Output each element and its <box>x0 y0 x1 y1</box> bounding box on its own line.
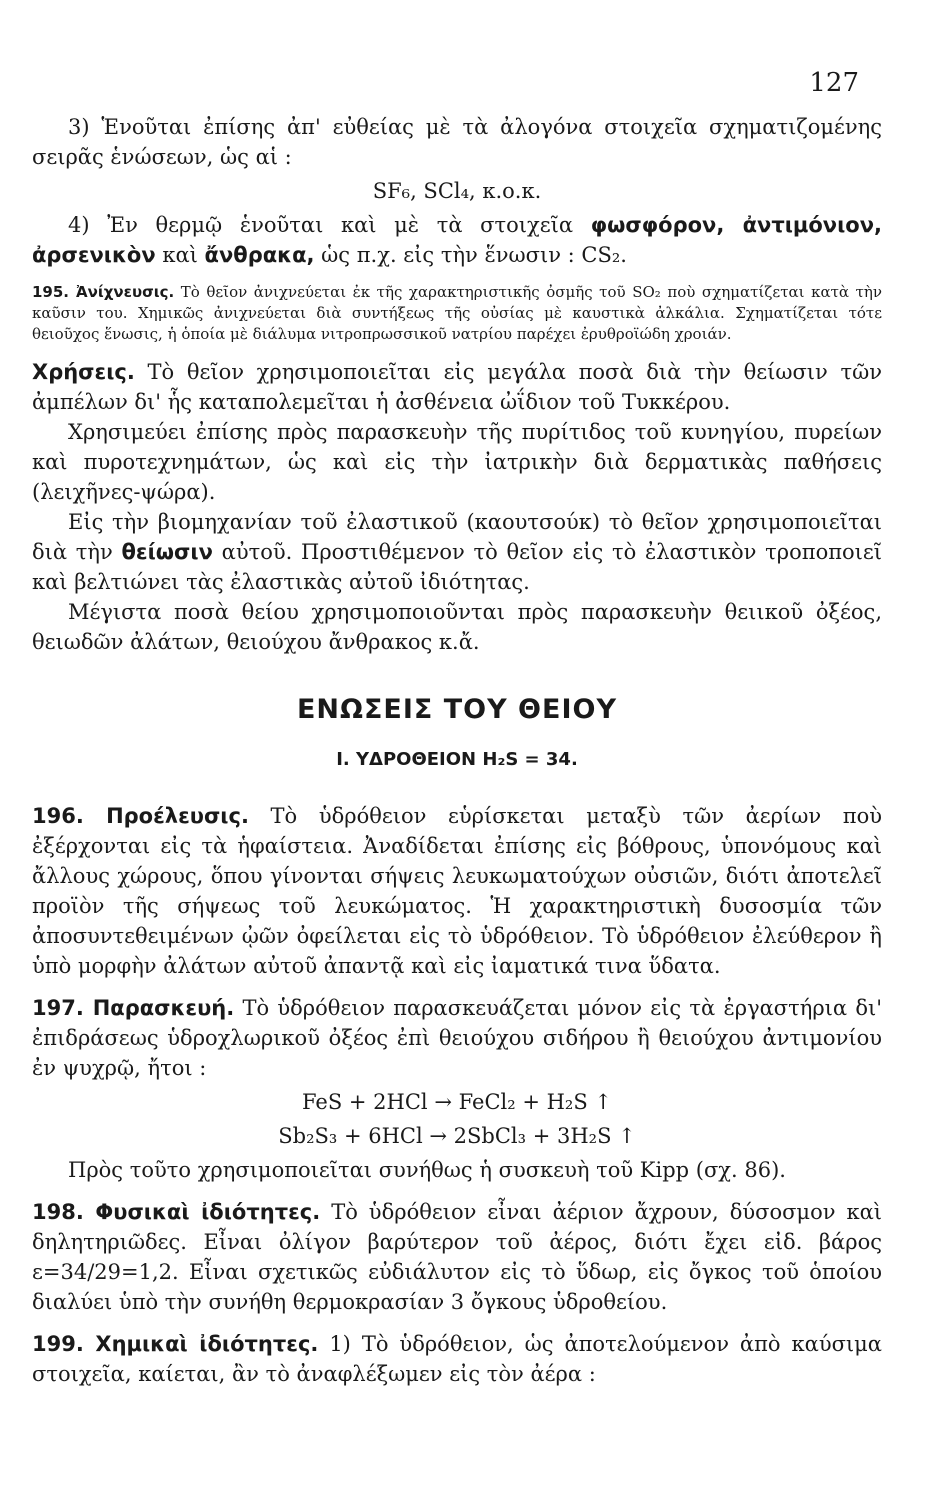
term-elements: φωσφόρον, ἀντιμόνιον, ἀρσενικὸν <box>32 213 882 267</box>
term-carbon: ἄνθρακα, <box>204 243 315 267</box>
formula-halides: SF₆, SCl₄, κ.ο.κ. <box>372 179 542 203</box>
section-196-text: Τὸ ὑδρόθειον εὑρίσκεται μεταξὺ τῶν ἀερίων ποὺ ἐξέρχονται εἰς τὰ ἡφαίστεια. Ἀναδίδεται ἐπίσης εἰς βόθρους, ὑπονόμους καὶ ἄλλους χώρους, ὅπου γίνονται σήψεις λευκωματούχων οὐσιῶν, διότι ἀποτελεῖ προϊὸν τῆς σήψεως τοῦ λευκώματος. Ἡ χαρακτηριστικὴ δυσοσμία τῶν ἀποσυντεθειμένων ᾠῶν ὀφείλεται εἰς τὸ ὑδρόθειον. Τὸ ὑδρόθειον ἐλεύθερον ἢ ὑπὸ μορφὴν ἀλάτων αὐτοῦ ἀπαντᾷ καὶ εἰς ἰαματικά τινα ὕδατα. <box>32 804 882 978</box>
uses-paragraph-4: Μέγιστα ποσὰ θείου χρησιμοποιοῦνται πρὸς παρασκευὴν θειικοῦ ὀξέος, θειωδῶν ἀλάτων, θειούχου ἄνθρακος κ.ἄ. <box>32 600 882 654</box>
paragraph-phosphorus <box>32 210 882 270</box>
equation-fes: FeS + 2HCl → FeCl₂ + H₂S ↑ <box>302 1090 612 1114</box>
page-number: 127 <box>809 68 859 98</box>
paragraph-halogens: 3) Ἑνοῦται ἐπίσης ἀπ' εὐθείας μὲ τὰ ἀλογόνα στοιχεῖα σχηματιζομένης σειρᾶς ἑνώσεων, ὡς αἱ : <box>32 115 882 169</box>
text: Εἰς τὴν βιομηχανίαν τοῦ ἐλαστικοῦ (καουτσούκ) τὸ θεῖον χρησιμοποιεῖται διὰ τὴν <box>32 510 882 564</box>
section-195-heading: 195. Ἀνίχνευσις. <box>32 283 175 301</box>
section-198-text: Τὸ ὑδρόθειον εἶναι ἀέριον ἄχρουν, δύσοσμον καὶ δηλητηριῶδες. Εἶναι ὀλίγον βαρύτερον τοῦ ἀέρος, διότι ἔχει εἰδ. βάρος ε=34/29=1,2. Εἶναι σχετικῶς εὐδιάλυτον εἰς τὸ ὕδωρ, εἰς ὄγκος τοῦ ὁποίου διαλύει ὑπὸ τὴν συνήθη θερμοκρασίαν 3 ὄγκους ὑδροθείου. <box>32 1200 882 1314</box>
section-199 <box>32 1329 882 1389</box>
text: 4) Ἐν θερμῷ ἑνοῦται καὶ μὲ τὰ στοιχεῖα <box>68 213 591 237</box>
text: καὶ <box>155 243 205 267</box>
section-195 <box>32 282 882 345</box>
term-vulcanization: θείωσιν <box>121 540 213 564</box>
text: ὡς π.χ. εἰς τὴν ἕνωσιν : CS₂. <box>314 243 627 267</box>
uses-paragraph-3 <box>32 507 882 597</box>
uses-heading: Χρήσεις. <box>32 360 135 384</box>
section-196 <box>32 801 882 981</box>
uses-paragraph-2: Χρησιμεύει ἐπίσης πρὸς παρασκευὴν τῆς πυρίτιδος τοῦ κυνηγίου, πυρείων καὶ πυροτεχνημάτων, ὡς καὶ εἰς τὴν ἰατρικὴν διὰ δερματικὰς παθήσεις (λειχῆνες-ψώρα). <box>32 420 882 504</box>
section-title: ΕΝΩΣΕΙΣ ΤΟΥ ΘΕΙΟΥ <box>296 694 618 725</box>
section-197-heading: 197. Παρασκευή. <box>32 996 235 1020</box>
section-197 <box>32 993 882 1083</box>
section-198 <box>32 1197 882 1317</box>
text: αὐτοῦ. Προστιθέμενον τὸ θεῖον εἰς τὸ ἐλαστικὸν τροποποιεῖ καὶ βελτιώνει τὰς ἐλαστικὰς αὐτοῦ ἰδιότητας. <box>32 540 883 594</box>
section-198-heading: 198. Φυσικαὶ ἰδιότητες. <box>32 1200 321 1224</box>
section-197-text: Τὸ ὑδρόθειον παρασκευάζεται μόνον εἰς τὰ ἐργαστήρια δι' ἐπιδράσεως ὑδροχλωρικοῦ ὀξέος ἐπὶ θειούχου σιδήρου ἢ θειούχου ἀντιμονίου ἐν ψυχρῷ, ἤτοι : <box>32 996 882 1080</box>
page-content <box>32 112 882 1389</box>
equation-sb2s3: Sb₂S₃ + 6HCl → 2SbCl₃ + 3H₂S ↑ <box>278 1124 636 1148</box>
section-196-heading: 196. Προέλευσις. <box>32 804 249 828</box>
section-195-text: Τὸ θεῖον ἀνιχνεύεται ἐκ τῆς χαρακτηριστικῆς ὀσμῆς τοῦ SO₂ ποὺ σχηματίζεται κατὰ τὴν καῦσιν του. Χημικῶς ἀνιχνεύεται διὰ συντήξεως τῆς οὐσίας μὲ καυστικὰ ἀλκάλια. Σχηματίζεται τότε θειοῦχος ἕνωσις, ἡ ὁποία μὲ διάλυμα νιτροπρωσσικοῦ νατρίου παρέχει ἐρυθροϊώδη χροιάν. <box>32 283 882 343</box>
uses-paragraph <box>32 357 882 417</box>
section-199-text: 1) Τὸ ὑδρόθειον, ὡς ἀποτελούμενον ἀπὸ καύσιμα στοιχεῖα, καίεται, ἂν τὸ ἀναφλέξωμεν εἰς τὸν ἀέρα : <box>32 1332 882 1386</box>
sub-title: Ι. ΥΔΡΟΘΕΙΟΝ H₂S = 34. <box>336 749 578 770</box>
section-199-heading: 199. Χημικαὶ ἰδιότητες. <box>32 1332 319 1356</box>
uses-text: Τὸ θεῖον χρησιμοποιεῖται εἰς μεγάλα ποσὰ διὰ τὴν θείωσιν τῶν ἀμπέλων δι' ἧς καταπολεμεῖται ἡ ἀσθένεια ὠΐδιον τοῦ Τυκκέρου. <box>32 360 882 414</box>
kipp-paragraph: Πρὸς τοῦτο χρησιμοποιεῖται συνήθως ἡ συσκευὴ τοῦ Kipp (σχ. 86). <box>68 1158 786 1182</box>
